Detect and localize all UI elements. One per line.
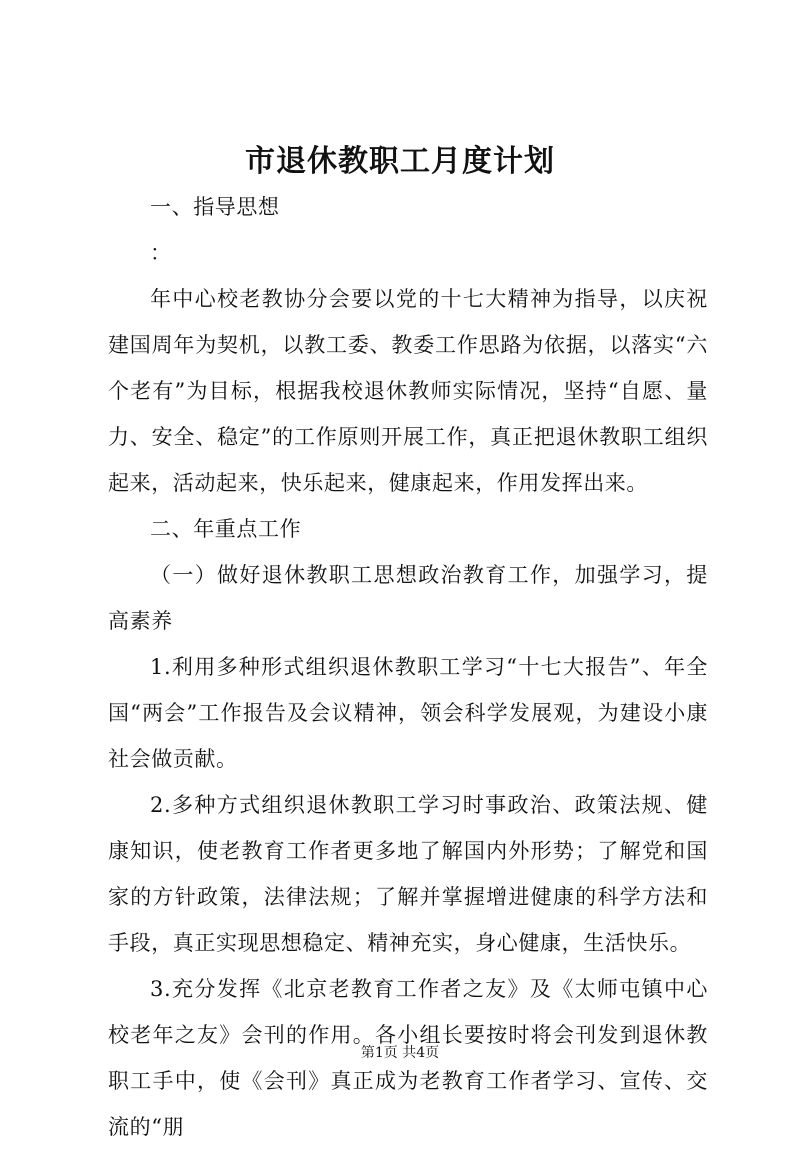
document-title: 市退休教职工月度计划 [245,144,555,179]
colon-line: ： [150,241,172,265]
section-heading-key-work: 二、年重点工作 [150,517,302,541]
list-item-2: 2.多种方式组织退休教职工学习时事政治、政策法规、健康知识，使老教育工作者更多地了解国内外形势；了解党和国家的方针政策，法律法规；了解并掌握增进健康的科学方法和手段，真正实现思想稳定、精神充实，身心健康，生活快乐。 [108,793,708,955]
section-heading-guiding-ideology: 一、指导思想 [150,195,280,219]
paragraph-guiding-content: 年中心校老教协分会要以党的十七大精神为指导，以庆祝建国周年为契机，以教工委、教委工作思路为依据，以落实“六个老有”为目标，根据我校退休教师实际情况，坚持“自愿、量力、安全、稳定”的工作原则开展工作，真正把退休教职工组织起来，活动起来，快乐起来，健康起来，作用发挥出来。 [108,287,708,495]
subsection-heading-political-education: （一）做好退休教职工思想政治教育工作，加强学习，提高素养 [108,563,708,633]
list-item-3: 3.充分发挥《北京老教育工作者之友》及《太师屯镇中心校老年之友》会刊的作用。各小组长要按时将会刊发到退休教职工手中，使《会刊》真正成为老教育工作者学习、宣传、交流的“朋 [108,977,708,1139]
page-footer: 第1页 共4页 [360,1045,440,1061]
document-body [108,184,708,1150]
list-item-1: 1.利用多种形式组织退休教职工学习“十七大报告”、年全国“两会”工作报告及会议精神，领会科学发展观，为建设小康社会做贡献。 [108,655,708,771]
